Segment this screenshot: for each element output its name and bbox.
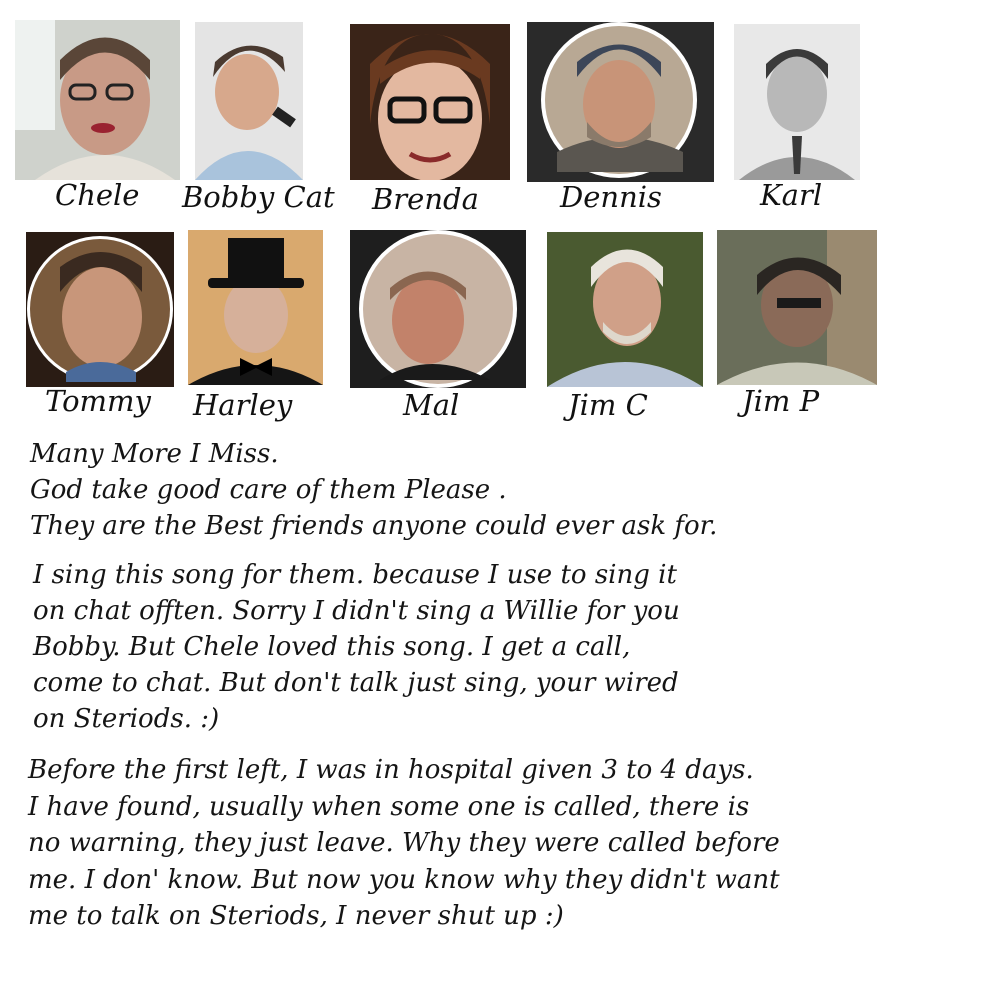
photo-dennis — [527, 22, 714, 182]
friend-name: Jim P — [742, 384, 820, 418]
photo-brenda — [350, 24, 510, 180]
photo-jim-p — [717, 230, 877, 385]
friend-name: Tommy — [45, 384, 151, 418]
friend-name: Mal — [403, 388, 460, 422]
message-line: They are the Best friends anyone could ever ask for. — [30, 511, 718, 541]
message-line: come to chat. But don't talk just sing, your wired — [33, 668, 679, 698]
friend-name: Dennis — [560, 180, 662, 214]
photo-jim-c — [547, 232, 703, 387]
photo-chele — [15, 20, 180, 180]
friend-name: Harley — [193, 388, 293, 422]
friend-name: Karl — [760, 178, 823, 212]
message-line: I sing this song for them. because I use to sing it — [33, 560, 677, 590]
photo-tommy — [26, 232, 174, 387]
message-paragraph — [33, 557, 680, 737]
message-line: Before the first left, I was in hospital given 3 to 4 days. — [28, 755, 754, 785]
friend-name: Bobby Cat — [182, 180, 335, 214]
message-line: on chat offten. Sorry I didn't sing a Willie for you — [33, 596, 680, 626]
message-line: on Steriods. :) — [33, 704, 220, 734]
photo-harley — [188, 230, 323, 385]
message-line: God take good care of them Please . — [30, 475, 507, 505]
photo-karl — [734, 24, 860, 180]
friend-name: Brenda — [372, 182, 479, 216]
message-line: Bobby. But Chele loved this song. I get a call, — [33, 632, 631, 662]
message-paragraph — [28, 752, 780, 935]
photo-mal — [350, 230, 526, 388]
friend-name: Jim C — [568, 388, 648, 422]
message-line: Many More I Miss. — [30, 439, 279, 469]
friend-name: Chele — [55, 178, 140, 212]
message-paragraph — [30, 436, 717, 544]
message-line: no warning, they just leave. Why they were called before — [28, 828, 780, 858]
message-line: me to talk on Steriods, I never shut up :) — [28, 901, 564, 931]
message-line: me. I don' know. But now you know why they didn't want — [28, 864, 780, 895]
photo-bobby-cat — [195, 22, 303, 180]
message-line: I have found, usually when some one is called, there is — [28, 791, 750, 822]
